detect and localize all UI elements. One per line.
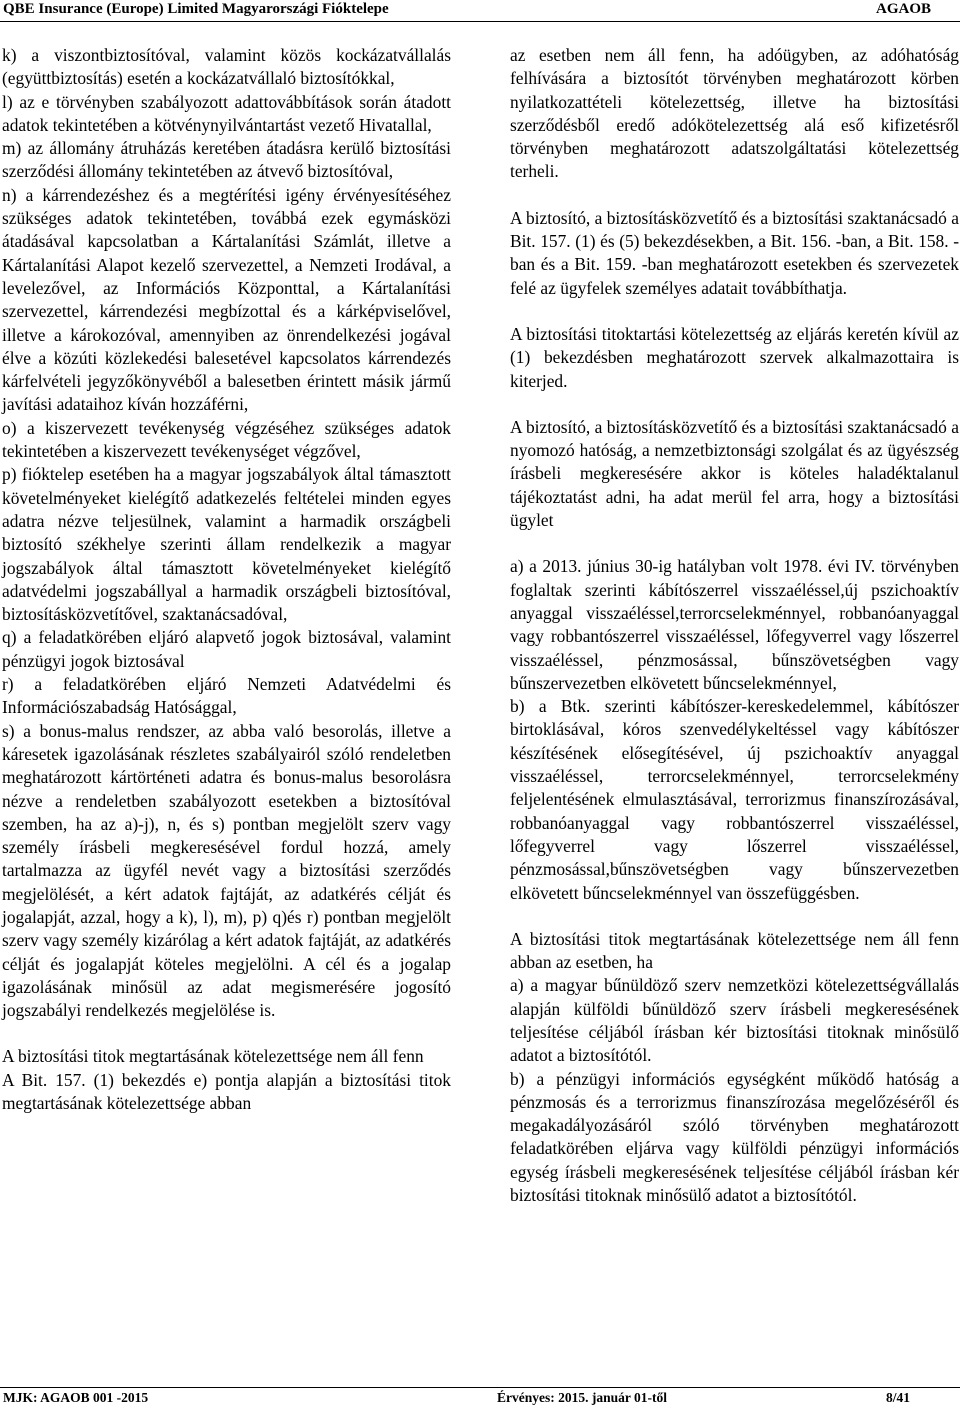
spacer xyxy=(510,393,959,416)
page-header xyxy=(0,0,960,22)
paragraph: b) a pénzügyi információs egységként működő hatóság a pénzmosás és a terrorizmus finanszírozása megelőzéséről és megakadályozásáról szóló törvényben meghatározott feladatkörében eljárva vagy külföldi pénzügyi információs egység írásbeli megkeresésének teljesítése céljából írásban kér biztosítási titoknak minősülő adatot a biztosítótól. xyxy=(510,1068,959,1206)
paragraph: A Bit. 157. (1) bekezdés e) pontja alapján a biztosítási titok megtartásának kötelezettsége abban xyxy=(2,1069,451,1114)
paragraph: A biztosító, a biztosításközvetítő és a biztosítási szaktanácsadó a Bit. 157. (1) és (5) bekezdésekben, a Bit. 156. -ban, a Bit. 158. -ban és a Bit. 159. -ban meghatározott esetekben és szervezetek felé az ügyfelek személyes adatait továbbíthatja. xyxy=(510,207,959,298)
header-rule xyxy=(0,21,960,22)
paragraph: a) a magyar bűnüldöző szerv nemzetközi kötelezettségvállalás alapján külföldi bűnüldöző szerv írásbeli megkeresésének teljesítése céljából írásban kér biztosítási titoknak minősülő adatot a biztosítótól. xyxy=(510,975,959,1066)
paragraph: r) a feladatkörében eljáró Nemzeti Adatvédelmi és Információszabadság Hatósággal, xyxy=(2,674,451,718)
footer-doc-id: MJK: AGAOB 001 -2015 xyxy=(3,1390,149,1405)
paragraph: o) a kiszervezett tevékenység végzéséhez szükséges adatok tekintetében a kiszervezett tevékenységet végzővel, xyxy=(2,417,451,462)
spacer xyxy=(510,184,959,207)
footer-page-number: 8/41 xyxy=(885,1390,910,1405)
header-doc-code: AGAOB xyxy=(875,1,931,17)
paragraph: b) a Btk. szerinti kábítószer-kereskedelemmel, kábítószer birtoklásával, kóros szenvedélykeltéssel vagy kábítószer készítésének elősegítésével, új pszichoaktív anyaggal visszaéléssel, terrorcselekménnyel, terrorcselekmény feljelentésének elmulasztásával, terrorizmus finanszírozásával, robbanóanyaggal vagy robbantószerrel visszaéléssel, lőfegyverrel vagy lőszerrel visszaéléssel, pénzmosással,bűnszövetségben vagy bűnszervezetben elkövetett bűncselekménnyel van összefüggésben. xyxy=(510,696,959,903)
spacer xyxy=(510,532,959,555)
paragraph: a) a 2013. június 30-ig hatályban volt 1978. évi IV. törvényben foglaltak szerinti kábítószerrel visszaéléssel,új pszichoaktív anyaggal visszaéléssel,terrorcselekménnyel, robbanóanyaggal vagy robbantószerrel visszaéléssel, lőfegyverrel vagy lőszerrel visszaéléssel, pénzmosással, bűnszövetségben vagy bűnszervezetben elkövetett bűncselekménnyel, xyxy=(510,556,959,693)
paragraph: A biztosítási titoktartási kötelezettség az eljárás keretén kívül az (1) bekezdésben meghatározott szervek alkalmazottaira is kiterjed. xyxy=(510,323,959,391)
paragraph: p) fióktelep esetében ha a magyar jogszabályok által támasztott követelményeket kielégítő adatkezelés feltételei minden egyes adatra nézve teljesülnek, valamint a harmadik országbeli biztosító székhelye szerinti állam rendelkezik a magyar jogszabályok által támasztott követelményeket kielégítő adatvédelmi jogszabállyal a harmadik országbeli biztosítóval, biztosításközvetítővel, szaktanácsadóval, xyxy=(2,464,451,625)
paragraph: l) az e törvényben szabályozott adattovábbítások során átadott adatok tekintetében a kötvénynyilvántartást vezető Hivatallal, xyxy=(2,91,451,135)
spacer xyxy=(510,300,959,323)
footer-rule xyxy=(0,1387,960,1388)
right-column xyxy=(510,44,959,1207)
paragraph: az esetben nem áll fenn, ha adóügyben, az adóhatóság felhívására a biztosítót törvényben meghatározott körben nyilatkozattételi kötelezettség, illetve ha biztosítási szerződésből eredő adókötelezettség alá eső kifizetésről törvényben meghatározott adatszolgáltatási kötelezettség terheli. xyxy=(510,45,959,182)
left-column xyxy=(2,44,451,1115)
paragraph: A biztosítási titok megtartásának kötelezettsége nem áll fenn xyxy=(2,1046,424,1067)
footer-validity: Érvényes: 2015. január 01-től xyxy=(497,1390,667,1405)
page-footer xyxy=(0,1389,960,1407)
paragraph: m) az állomány átruházás keretében átadásra kerülő biztosítási szerződési állomány tekintetében az átvevő biztosítóval, xyxy=(2,138,451,182)
header-company: QBE Insurance (Europe) Limited Magyarországi Fióktelepe xyxy=(3,1,389,17)
paragraph: n) a kárrendezéshez és a megtérítési igény érvényesítéséhez szükséges adatok tekintetében, továbbá ezek egymásközi átadásával kapcsolatban a Kártalanítási Számlát, illetve a Kártalanítási Alapot kezelő szervezettel, a Nemzeti Irodával, a levelezővel, az Információs Központtal, a Kártalanítási szervezettel, kárrendezési megbízottal és a kárképviselővel, illetve a károkozóval, amennyiben az önrendelkezési jogával élve a közúti közlekedési balesetével kapcsolatos kárrendezés kárfelvételi jegyzőkönyvéből a balesetben érintett másik jármű javítási adataihoz kíván hozzáférni, xyxy=(2,184,451,415)
paragraph: k) a viszontbiztosítóval, valamint közös kockázatvállalás (együttbiztosítás) esetén a kockázatvállaló biztosítókkal, xyxy=(2,45,451,89)
paragraph: A biztosító, a biztosításközvetítő és a biztosítási szaktanácsadó a nyomozó hatóság, a nemzetbiztonsági szolgálat és az ügyészség írásbeli megkeresésére akkor is köteles haladéktalanul tájékoztatást adni, ha adat merül fel arra, hogy a biztosítási ügylet xyxy=(510,416,959,531)
paragraph: q) a feladatkörében eljáró alapvető jogok biztosával, valamint pénzügyi jogok biztosával xyxy=(2,627,451,671)
spacer xyxy=(2,1022,451,1045)
paragraph: A biztosítási titok megtartásának kötelezettsége nem áll fenn abban az esetben, ha xyxy=(510,928,959,973)
paragraph: s) a bonus-malus rendszer, az abba való besorolás, illetve a káresetek igazolásának részletes szabályairól szóló rendeletben meghatározott kártörténeti adatra és bonus-malus besorolásra nézve a rendeletben szabályozott esetekben a biztosítóval szemben, ha az a)-j), n, és s) pontban megjelölt szerv vagy személy írásbeli megkeresésével fordul hozzá, amely tartalmazza az ügyfél nevét vagy a biztosítási szerződés megjelölését, a kért adatok fajtáját, az adatkérés célját és jogalapját, azzal, hogy a k), l), m), p) q)és r) pontban megjelölt szerv vagy személy kizárólag a kért adatok fajtáját, az adatkérés célját és jogalapját köteles megjelölni. A cél és a jogalap igazolásának minősül az adat megismerésére jogosító jogszabályi rendelkezés megjelölése is. xyxy=(2,720,451,1021)
spacer xyxy=(510,905,959,928)
